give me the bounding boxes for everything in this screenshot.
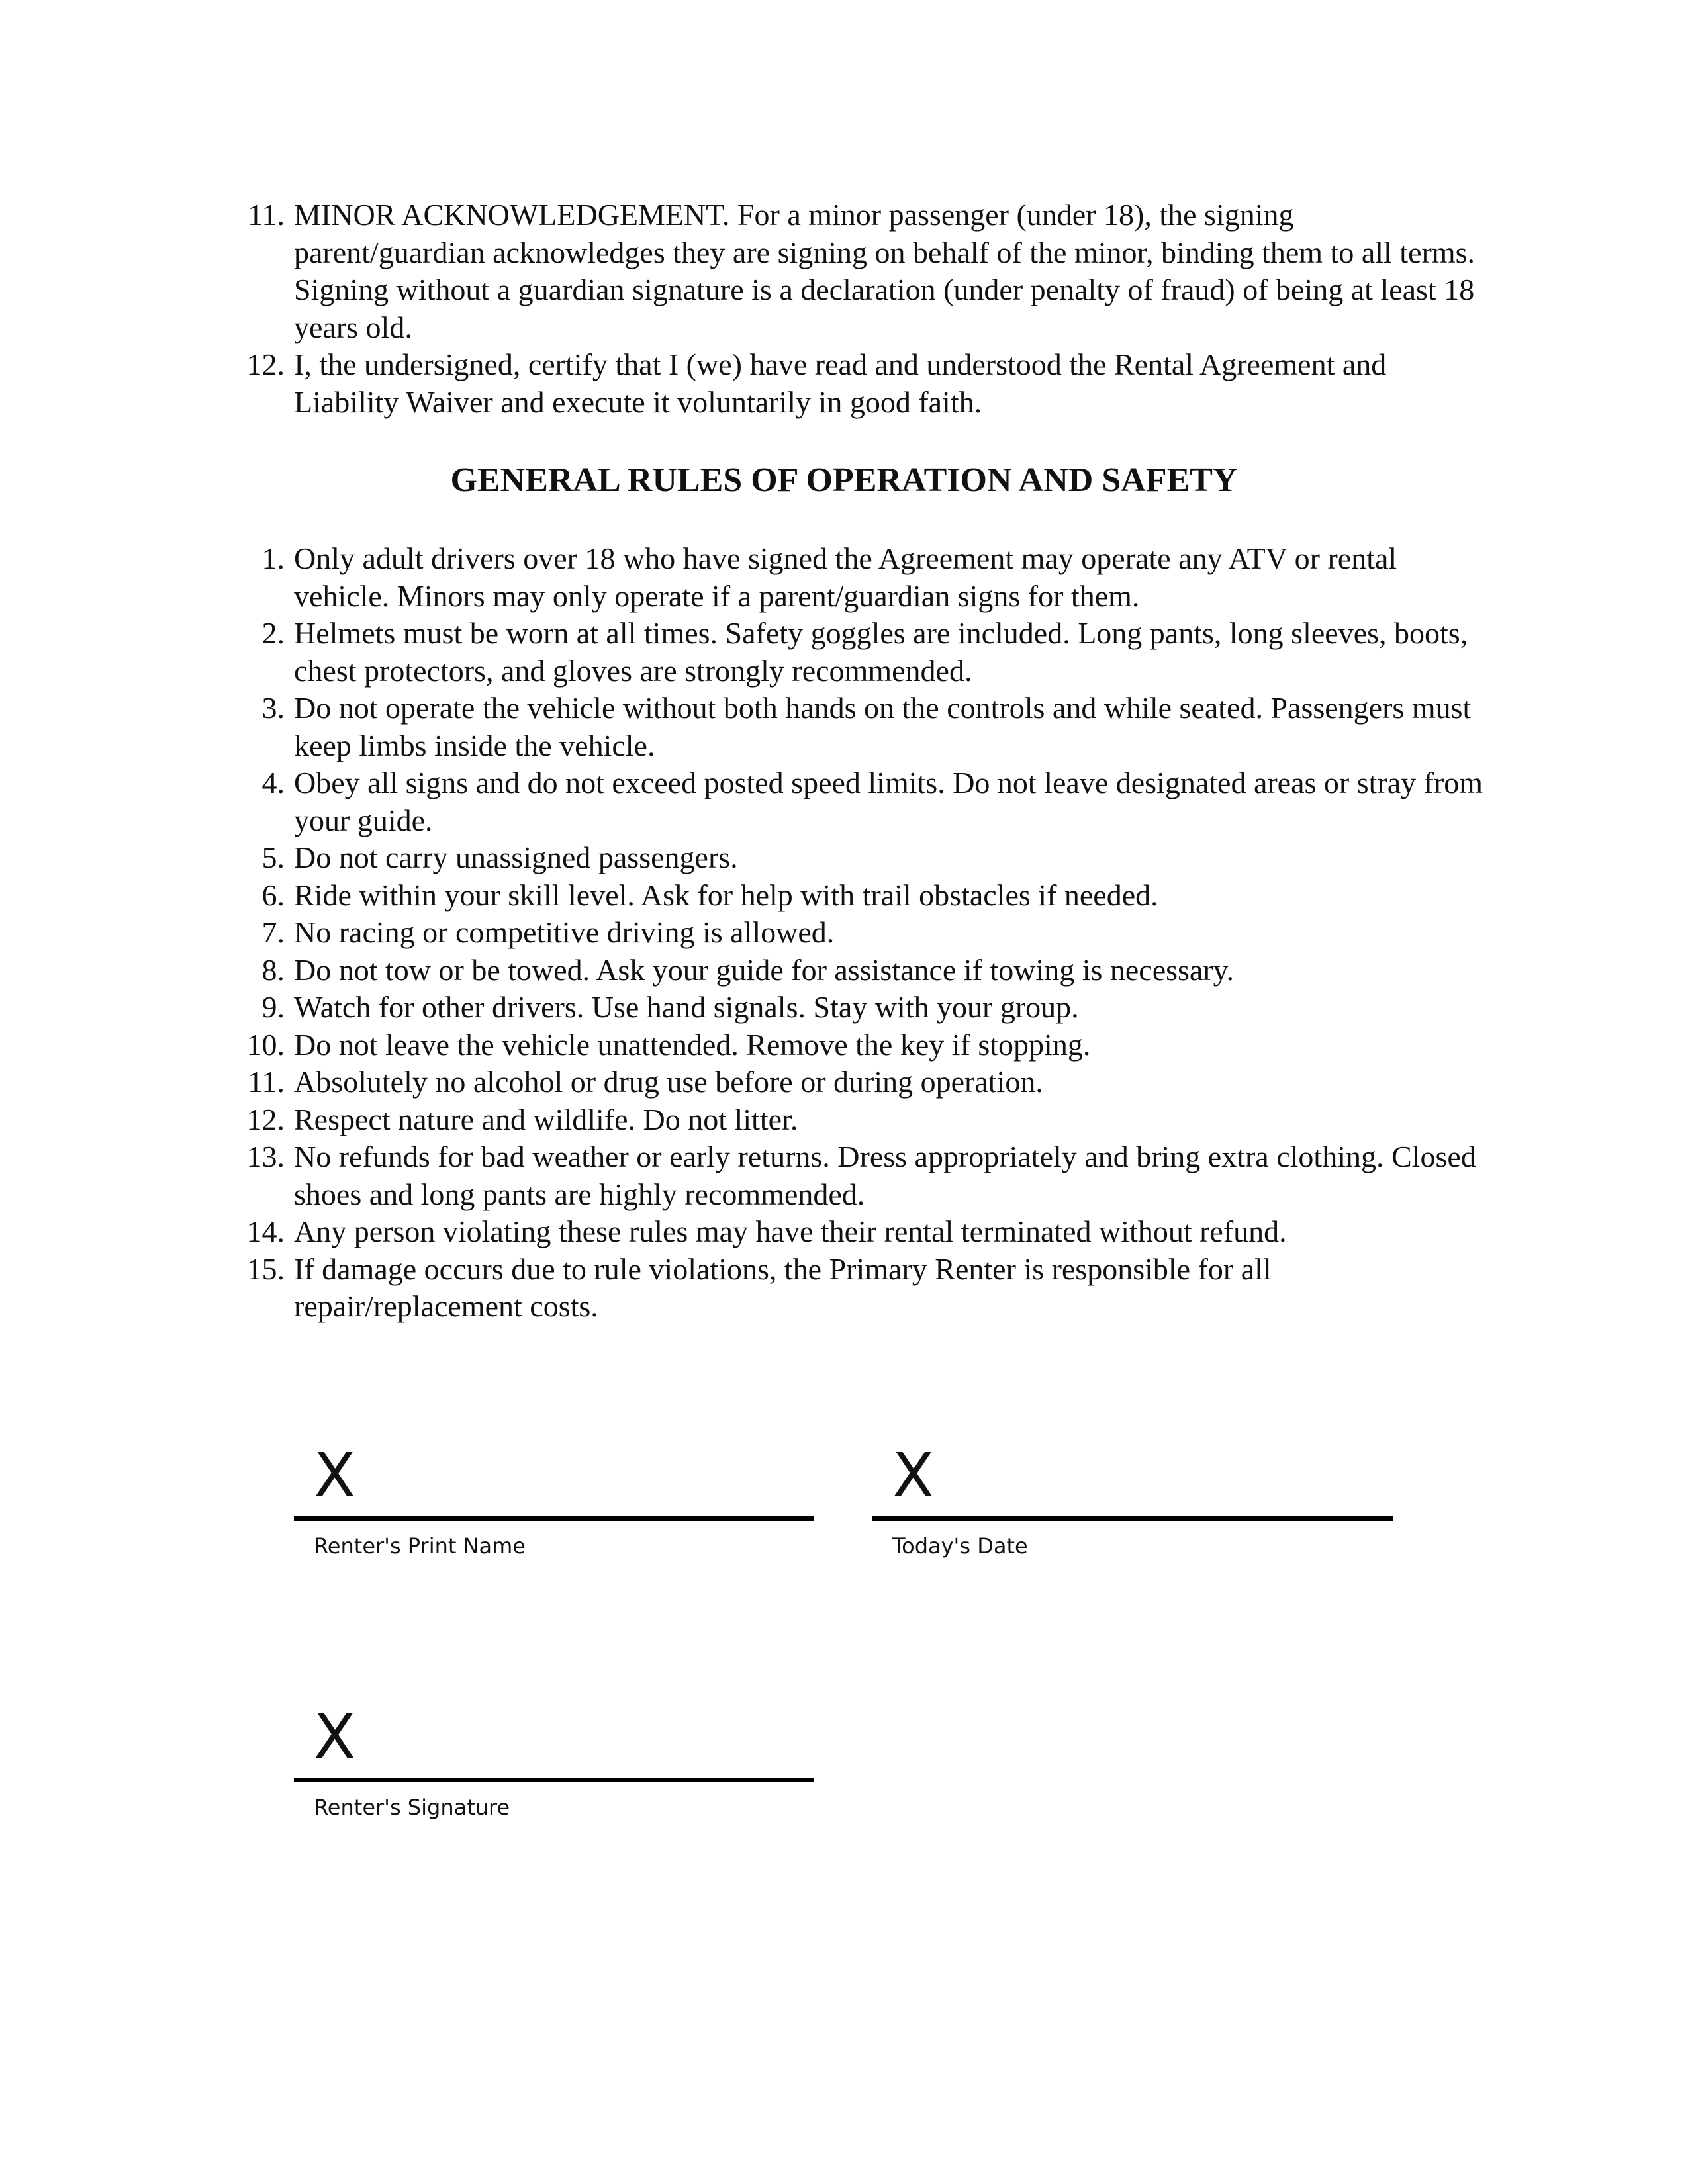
rule-item — [0, 615, 1688, 690]
rule-item — [0, 1138, 1688, 1213]
rule-item — [0, 540, 1688, 615]
rule-text: Obey all signs and do not exceed posted speed limits. Do not leave designated areas or stray from your guide. — [294, 766, 1483, 837]
rule-number: 9. — [261, 990, 285, 1024]
rule-text: Do not tow or be towed. Ask your guide for assistance if towing is necessary. — [294, 952, 1235, 987]
terms-item-number: 11. — [248, 198, 285, 232]
print-name-field[interactable] — [294, 1440, 814, 1569]
rule-number: 3. — [261, 691, 285, 725]
rule-number: 10. — [246, 1027, 285, 1062]
terms-item-12 — [0, 346, 1688, 421]
rule-text: Helmets must be worn at all times. Safety goggles are included. Long pants, long sleeves, boots, chest protectors, and gloves are strongly recommended. — [294, 616, 1468, 688]
rule-text: Do not leave the vehicle unattended. Remove the key if stopping. — [294, 1027, 1091, 1062]
rule-item — [0, 877, 1688, 915]
sign-here-mark: X — [314, 1440, 356, 1511]
rule-number: 8. — [261, 952, 285, 987]
rule-text: Only adult drivers over 18 who have signed the Agreement may operate any ATV or rental vehicle. Minors may only operate if a parent/guardian signs for them. — [294, 541, 1397, 613]
print-name-caption: Renter's Print Name — [314, 1533, 526, 1559]
rule-text: Ride within your skill level. Ask for help with trail obstacles if needed. — [294, 878, 1158, 912]
rule-item — [0, 1101, 1688, 1139]
rules-heading: GENERAL RULES OF OPERATION AND SAFETY — [450, 461, 1238, 499]
rule-item — [0, 989, 1688, 1026]
rule-text: Absolutely no alcohol or drug use before or during operation. — [294, 1065, 1043, 1099]
signature-line — [872, 1516, 1393, 1521]
signature-line — [294, 1778, 814, 1782]
rule-text: Do not carry unassigned passengers. — [294, 841, 738, 874]
signature-field[interactable] — [294, 1704, 814, 1830]
rule-item — [0, 1213, 1688, 1251]
rule-number: 14. — [246, 1214, 285, 1248]
rule-number: 12. — [246, 1102, 285, 1136]
terms-item-text: I, the undersigned, certify that I (we) have read and understood the Rental Agreement and Liability Waiver and execute it voluntarily in good faith. — [294, 347, 1387, 419]
signature-line — [294, 1516, 814, 1521]
rule-item — [0, 914, 1688, 952]
rule-item — [0, 764, 1688, 839]
rule-text: Do not operate the vehicle without both hands on the controls and while seated. Passengers must keep limbs inside the vehicle. — [294, 691, 1472, 762]
terms-list-continued — [0, 197, 1688, 421]
rule-item — [0, 952, 1688, 989]
rule-item — [0, 1064, 1688, 1101]
rule-number: 4. — [261, 766, 285, 799]
sign-here-mark: X — [314, 1702, 356, 1772]
rule-number: 2. — [261, 616, 285, 650]
rule-number: 11. — [248, 1065, 285, 1099]
rule-text: No racing or competitive driving is allowed. — [294, 915, 835, 949]
terms-item-text: MINOR ACKNOWLEDGEMENT. For a minor passenger (under 18), the signing parent/guardian acknowledges they are signing on behalf of the minor, binding them to all terms. Signing without a guardian signature is a declaration (under penalty of fraud) of being at least 18 years old. — [294, 198, 1476, 344]
terms-item-number: 12. — [246, 347, 285, 381]
rule-item — [0, 1026, 1688, 1064]
date-caption: Today's Date — [892, 1533, 1028, 1559]
rule-number: 5. — [261, 841, 285, 874]
rule-number: 15. — [246, 1251, 285, 1286]
terms-item-11 — [0, 197, 1688, 346]
rule-text: Watch for other drivers. Use hand signals. Stay with your group. — [294, 990, 1079, 1024]
rule-number: 13. — [246, 1140, 285, 1173]
rules-list — [0, 540, 1688, 1326]
rule-number: 6. — [261, 878, 285, 912]
rule-item — [0, 839, 1688, 877]
rule-number: 7. — [261, 915, 285, 949]
sign-here-mark: X — [892, 1440, 935, 1511]
rule-item — [0, 1251, 1688, 1326]
rule-number: 1. — [261, 541, 285, 575]
rule-text: No refunds for bad weather or early returns. Dress appropriately and bring extra clothing. Closed shoes and long pants are highly recommended. — [294, 1140, 1476, 1211]
rule-text: Respect nature and wildlife. Do not litter. — [294, 1102, 798, 1136]
rule-text: If damage occurs due to rule violations, the Primary Renter is responsible for all repair/replacement costs. — [294, 1251, 1272, 1323]
rule-text: Any person violating these rules may have their rental terminated without refund. — [294, 1214, 1287, 1248]
date-field[interactable] — [872, 1440, 1393, 1569]
rule-item — [0, 690, 1688, 764]
signature-caption: Renter's Signature — [314, 1795, 510, 1820]
